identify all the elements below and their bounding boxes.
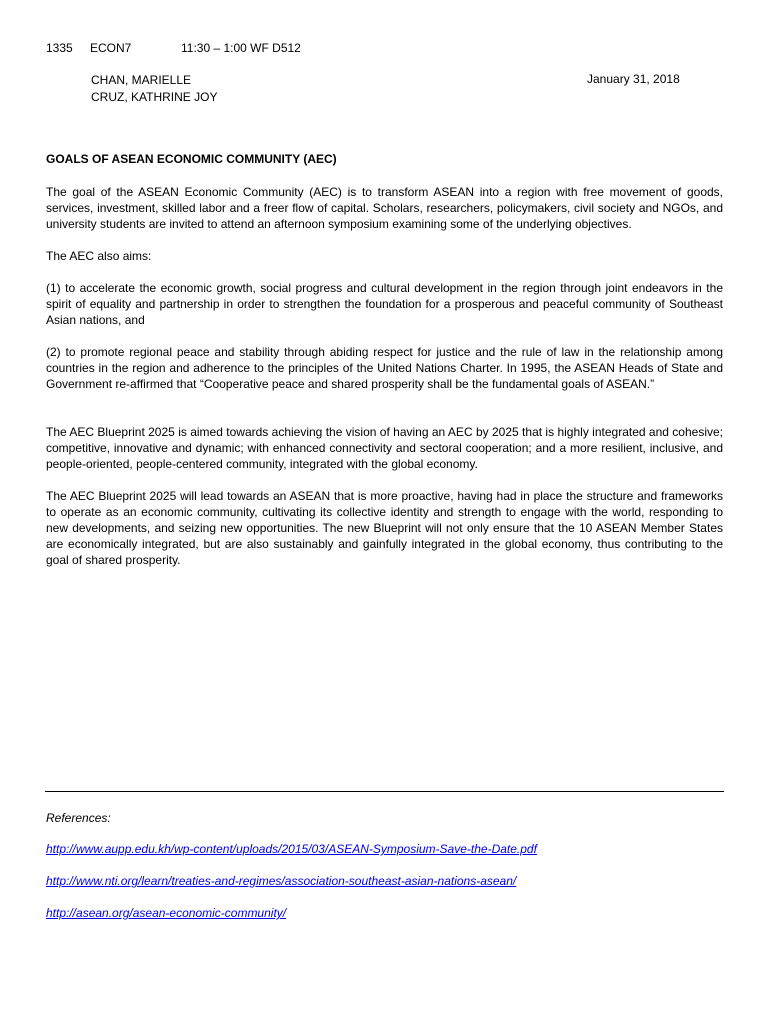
reference-link[interactable]: http://www.nti.org/learn/treaties-and-regimes/association-southeast-asian-nations-asean/ [46,874,517,888]
document-date: January 31, 2018 [587,72,680,86]
paragraph: The AEC Blueprint 2025 will lead towards an ASEAN that is more proactive, having had in place the structure and frameworks to operate as an economic community, cultivating its collective identity and strength to engage with the world, responding to new developments, and seizing new opportunities. The new Blueprint will not only ensure that the 10 ASEAN Member States are economically integrated, but are also sustainably and gainfully integrated in the global economy, thus contributing to the goal of shared prosperity. [46,489,723,567]
author-name: CRUZ, KATHRINE JOY [91,90,218,104]
reference-link[interactable]: http://www.aupp.edu.kh/wp-content/uploads/2015/03/ASEAN-Symposium-Save-the-Date.pdf [46,842,537,856]
paragraph: (2) to promote regional peace and stability through abiding respect for justice and the rule of law in the relationship among countries in the region and adherence to the principles of the United Nations Charter. In 1995, the ASEAN Heads of State and Government re-affirmed that “Cooperative peace and shared prosperity shall be the fundamental goals of ASEAN.” [46,345,723,391]
paragraph: The AEC also aims: [46,249,152,263]
horizontal-divider [45,791,724,792]
paragraph: The goal of the ASEAN Economic Community (AEC) is to transform ASEAN into a region with free movement of goods, services, investment, skilled labor and a freer flow of capital. Scholars, researchers, policymakers, civil society and NGOs, and university students are invited to attend an afternoon symposium examining some of the underlying objectives. [46,185,723,231]
course-schedule: 11:30 – 1:00 WF D512 [181,41,301,55]
course-code: 1335 [46,41,73,55]
document-body [46,184,723,584]
paragraph: (1) to accelerate the economic growth, social progress and cultural development in the region through joint endeavors in the spirit of equality and partnership in order to strengthen the foundation for a prosperous and peaceful community of Southeast Asian nations, and [46,281,723,327]
author-name: CHAN, MARIELLE [91,73,192,87]
references-section [46,811,537,937]
paragraph: The AEC Blueprint 2025 is aimed towards achieving the vision of having an AEC by 2025 that is highly integrated and cohesive; competitive, innovative and dynamic; with enhanced connectivity and sectoral cooperation; and a more resilient, inclusive, and people-oriented, people-centered community, integrated with the global economy. [46,425,723,471]
reference-link[interactable]: http://asean.org/asean-economic-community/ [46,906,287,920]
author-list [91,72,217,106]
references-label: References: [46,811,111,825]
course-subject: ECON7 [90,41,132,55]
document-title: GOALS OF ASEAN ECONOMIC COMMUNITY (AEC) [46,152,337,166]
